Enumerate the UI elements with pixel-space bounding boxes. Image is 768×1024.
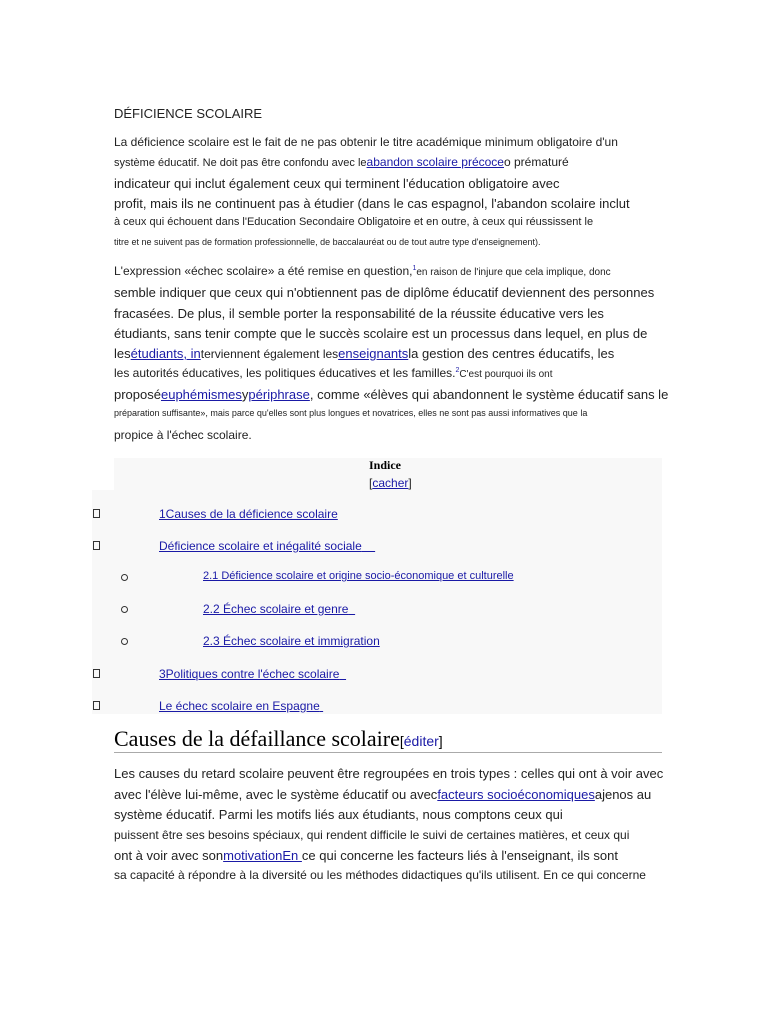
para2-line-9: propice à l'échec scolaire. (114, 428, 252, 442)
link-facteurs-socioeconomiques[interactable]: facteurs socioéconomiques (437, 787, 595, 802)
toc-bracket: ] (408, 476, 412, 490)
toc-item-politiques[interactable] (159, 667, 346, 681)
toc-toggle (369, 476, 412, 490)
toc-bracket: [ (369, 476, 373, 490)
link-abandon-scolaire[interactable]: abandon scolaire précoce (366, 155, 504, 169)
link-etudiants[interactable]: étudiants, in (130, 346, 201, 361)
footnote-1[interactable]: 1 (412, 265, 417, 272)
toc-item-origine[interactable]: 2.1 Déficience scolaire et origine socio-économique et culturelle (203, 570, 514, 582)
link-euphemismes[interactable]: euphémismes (160, 387, 242, 402)
toc-item-causes[interactable]: 1Causes de la déficience scolaire (159, 507, 338, 521)
toc-item-label: 2.2 Échec scolaire et genre (203, 602, 349, 616)
para2-text: en raison de l'injure que cela implique, donc (416, 267, 611, 278)
toc-item-immigration[interactable]: 2.3 Échec scolaire et immigration (203, 634, 380, 648)
para2-text: L'expression «échec scolaire» a été remise en question, (114, 264, 413, 278)
toc-background (92, 490, 122, 714)
section-heading (114, 726, 443, 752)
intro-text: o prématuré (503, 155, 569, 169)
para2-line-4: étudiants, sans tenir compte que le succès scolaire est un processus dans lequel, en plus de (114, 326, 648, 341)
intro-line-1: La déficience scolaire est le fait de ne pas obtenir le titre académique minimum obligatoire d'un (114, 135, 618, 149)
section-heading-text: Causes de la défaillance scolaire (114, 726, 400, 751)
para3-line-3: système éducatif. Parmi les motifs liés aux étudiants, nous comptons ceux qui (114, 807, 563, 822)
para3-text: ce qui concerne les facteurs liés à l'enseignant, ils sont (301, 848, 618, 863)
footnote-2[interactable]: 2 (455, 367, 460, 374)
toc-hide-link[interactable]: cacher (372, 476, 409, 490)
intro-line-2 (114, 155, 569, 169)
toc-item-label: Le échec scolaire en Espagne (159, 699, 320, 713)
para2-line-5 (114, 346, 614, 361)
para2-text: proposé (114, 387, 161, 402)
para2-line-2: semble indiquer que ceux qui n'obtiennent pas de diplôme éducatif deviennent des personnes (114, 285, 655, 300)
para2-line-1 (114, 264, 611, 278)
para3-text: ajenos au (594, 787, 652, 802)
para3-text: ont à voir avec son (114, 848, 224, 863)
para3-line-2 (114, 787, 651, 802)
intro-text: système éducatif. Ne doit pas être confondu avec le (114, 157, 367, 169)
para2-line-8: préparation suffisante», mais parce qu'elles sont plus longues et novatrices, elles ne sont pas aussi informatives que la (114, 408, 588, 418)
circle-bullet-icon (121, 638, 128, 645)
link-periphrase[interactable]: périphrase (248, 387, 310, 402)
para2-line-6 (114, 366, 553, 380)
square-bullet-icon (93, 509, 100, 518)
toc-item-genre[interactable] (203, 602, 355, 616)
square-bullet-icon (93, 669, 100, 678)
para3-line-5 (114, 848, 618, 863)
para3-line-4: puissent être ses besoins spéciaux, qui rendent difficile le suivi de certaines matières, et ceux qui (114, 828, 630, 842)
para2-line-3: fracasées. De plus, il semble porter la responsabilité de la réussite éducative vers les (114, 306, 604, 321)
para2-text: la gestion des centres éducatifs, les (408, 346, 615, 361)
link-enseignants[interactable]: enseignants (338, 346, 409, 361)
intro-line-5: à ceux qui échouent dans l'Education Secondaire Obligatoire et en outre, à ceux qui réussissent le (114, 216, 594, 228)
toc-title: Indice (369, 458, 402, 472)
para2-text: y (241, 387, 249, 402)
para2-text: , comme «élèves qui abandonnent le système éducatif sans le (309, 387, 669, 402)
toc-item-espagne[interactable] (159, 699, 323, 713)
para3-text: avec l'élève lui-même, avec le système éducatif ou avec (114, 787, 438, 802)
para3-line-1: Les causes du retard scolaire peuvent être regroupées en trois types : celles qui ont à voir avec (114, 766, 664, 781)
intro-line-4: profit, mais ils ne continuent pas à étudier (dans le cas espagnol, l'abandon scolaire inclut (114, 196, 630, 211)
page-title: DÉFICIENCE SCOLAIRE (114, 106, 263, 121)
intro-line-3: indicateur qui inclut également ceux qui terminent l'éducation obligatoire avec (114, 176, 560, 191)
para2-text: terviennent également les (200, 347, 339, 361)
section-divider (114, 752, 662, 753)
para2-text: les (114, 346, 131, 361)
para2-line-7 (114, 387, 668, 402)
intro-line-6: titre et ne suivent pas de formation professionnelle, de baccalauréat ou de tout autre type d'enseignement). (114, 237, 541, 247)
para2-text: les autorités éducatives, les politiques éducatives et les familles. (114, 366, 456, 380)
toc-item-label: 3Politiques contre l'échec scolaire (159, 667, 340, 681)
circle-bullet-icon (121, 606, 128, 613)
toc-item-inegalite[interactable] (159, 539, 375, 553)
square-bullet-icon (93, 701, 100, 710)
circle-bullet-icon (121, 574, 128, 581)
toc-item-label: Déficience scolaire et inégalité sociale (159, 539, 362, 553)
edit-bracket: ] (438, 733, 443, 749)
link-motivation[interactable]: motivationEn (223, 848, 302, 863)
para2-text: C'est pourquoi ils ont (459, 369, 553, 380)
para3-line-6: sa capacité à répondre à la diversité ou les méthodes didactiques qu'ils utilisent. En ce qui concerne (114, 868, 646, 882)
edit-bracket: [ (399, 733, 404, 749)
edit-link[interactable]: éditer (403, 733, 439, 749)
square-bullet-icon (93, 541, 100, 550)
